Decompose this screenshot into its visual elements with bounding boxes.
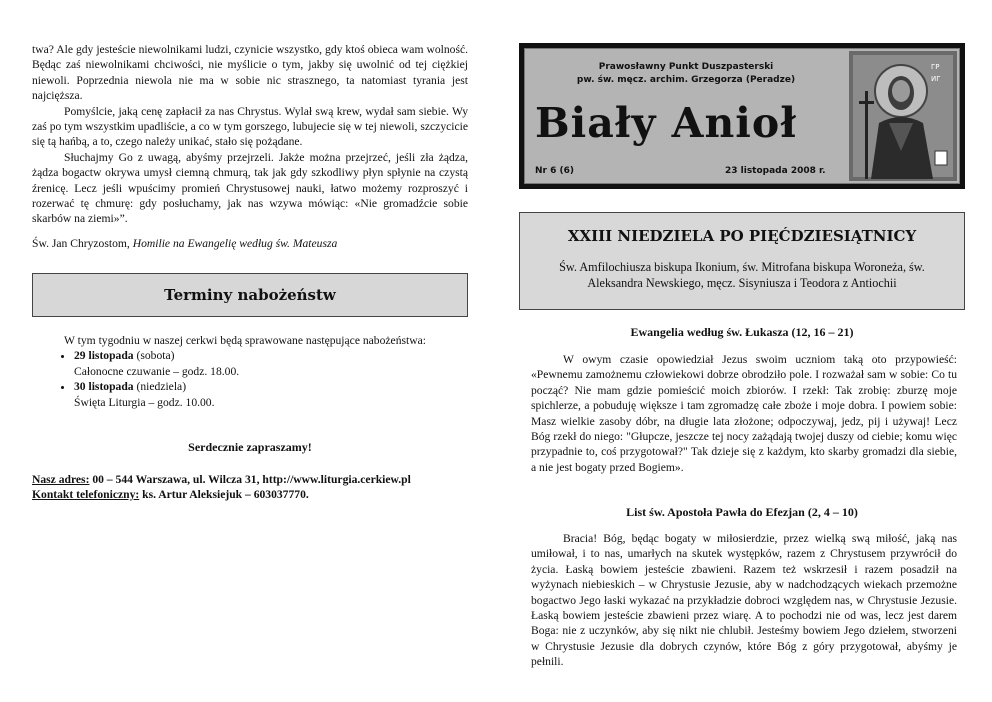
homily-work: Homilie na Ewangelię według św. Mateusza [132,237,338,250]
gospel-heading: Ewangelia według św. Łukasza (12, 16 – 21) [630,325,854,339]
schedule-heading: Terminy nabożeństw [164,286,336,304]
sunday-heading-box [519,212,965,310]
commemorated-saints: Św. Amfilochiusza biskupa Ikonium, św. Mitrofana biskupa Woroneża, św. Aleksandra Newskiego, męcz. Sisyniusza i Teodora z Antiochii [559,260,925,290]
service-detail: Całonocne czuwanie – godz. 18.00. [74,364,240,378]
epistle-text: Bracia! Bóg, będąc bogaty w miłosierdzie, przez wielką swą miłość, jaką nas umiłował, i to nas, umarłych na skutek występków, razem z Chrystusem przywrócił do życia. Łaską bowiem jesteście zbawieni. Razem też wskrzesił i razem posadził na wyżynach niebieskich – w Chrystusie Jezusie, aby w nadchodzących wiekach przemożne bogactwo Jego łaski wykazać na przykładzie dobroci względem nas, w Chrystusie Jezusie. Łaską bowiem jesteście zbawieni przez wiarę. A to pochodzi nie od was, lecz jest darem Boga: nie z uczynków, aby się nikt nie chlubił. Jesteśmy bowiem Jego dziełem, stworzeni w Chrystusie Jezusie dla dobrych czynów, które Bóg z góry przygotował, abyśmy je pełnili. [531,532,957,669]
sunday-title: XXIII NIEDZIELA PO PIĘĆDZIESIĄTNICY [567,227,917,245]
svg-text:ИГ: ИГ [931,75,941,83]
service-schedule [32,333,468,410]
phone-line [32,487,472,502]
issue-date: 23 listopada 2008 r. [725,166,826,176]
service-date: 29 listopada [74,349,134,363]
service-detail: Święta Liturgia – godz. 10.00. [74,395,215,409]
masthead-panel [524,48,960,184]
schedule-heading-box [32,273,468,317]
saint-icon-image [849,51,957,181]
homily-paragraph: Pomyślcie, jaką cenę zapłacił za nas Chrystus. Wylał swą krew, wydał sam siebie. Wy zaś po tym wszystkim upadliście, a co w tym gorszego, lubujecie się w tej niewoli, szczycicie się tą hańbą, a to, czego należy unikać, stało się pożądane. [32,104,468,149]
service-item [74,379,468,410]
phone-label: Kontakt telefoniczny: [32,488,140,501]
address-value: 00 – 544 Warszawa, ul. Wilcza 31, http://www.liturgia.cerkiew.pl [89,473,411,486]
homily-text [32,42,468,227]
parish-name: Prawosławny Punkt Duszpasterski [598,62,774,72]
saint-portrait-icon [849,51,957,181]
newsletter-title: Biały Anioł [535,99,797,147]
gospel-text: W owym czasie opowiedział Jezus swoim uczniom taką oto przypowieść: «Pewnemu zamożnemu człowiekowi dobrze obrodziło pole. I rozważał sam w sobie: Co tu począć? Nie mam gdzie pomieścić moich zbiorów. I rzekł: Tak zrobię: zburzę moje spichlerze, a pobuduję większe i tam zgromadzę całe zboże i moje dobra. I powiem sobie: Masz wielkie zasoby dóbr, na długie lata złożone; odpoczywaj, jedz, pij i używaj! Lecz Bóg rzekł do niego: "Głupcze, jeszcze tej nocy zażądają twojej duszy od ciebie; komu więc przypadnie to, coś przygotował?" Tak dzieje się z każdym, kto skarby gromadzi dla siebie, a nie jest bogaty przed Bogiem». [531,353,957,474]
service-item [74,348,468,379]
contact-info [32,472,472,502]
issue-number: Nr 6 (6) [535,166,574,176]
invitation: Serdecznie zapraszamy! [188,440,312,454]
homily-author: Św. Jan Chryzostom, [32,237,130,250]
service-day: (niedziela) [133,380,187,394]
homily-paragraph: twa? Ale gdy jesteście niewolnikami ludzi, czynicie wszystko, gdy ktoś obieca wam wolność. Będąc zaś niewolnikami chciwości, nie myślicie o tym, jakby się uwolnić od tej ciężkiej niewoli. Poprzednia niewola nie ma w sobie nic strasznego, ta natomiast tyrania jest najcięższa. [32,43,468,103]
service-date: 30 listopada [74,380,134,394]
service-day: (sobota) [133,349,175,363]
address-line [32,472,472,487]
right-page [496,0,992,702]
svg-text:ГР: ГР [931,63,940,71]
phone-value: ks. Artur Aleksiejuk – 603037770. [139,488,309,501]
homily-source [32,237,468,250]
epistle-heading: List św. Apostoła Pawła do Efezjan (2, 4 – 10) [626,505,858,519]
masthead [519,43,965,189]
homily-paragraph: Słuchajmy Go z uwagą, abyśmy przejrzeli. Jakże można przejrzeć, jeśli zła żądza, żądza bogactw okrywa umysł ciemną chmurą, tak jak gdy szkodliwy płyn spłynie na czystą źrenicę. Lecz jeśli wpuścimy promień Chrystusowej nauki, łatwo możemy rozproszyć i rozerwać tę chmurę: gdy posłuchamy, jak nas wzywa mówiąc: «Nie gromadźcie sobie skarbów na ziemi»”. [32,150,468,226]
service-list [32,348,468,410]
schedule-intro: W tym tygodniu w naszej cerkwi będą sprawowane następujące nabożeństwa: [64,334,426,347]
parish-patron: pw. św. męcz. archim. Grzegorza (Peradze) [576,75,796,85]
address-label: Nasz adres: [32,473,90,486]
